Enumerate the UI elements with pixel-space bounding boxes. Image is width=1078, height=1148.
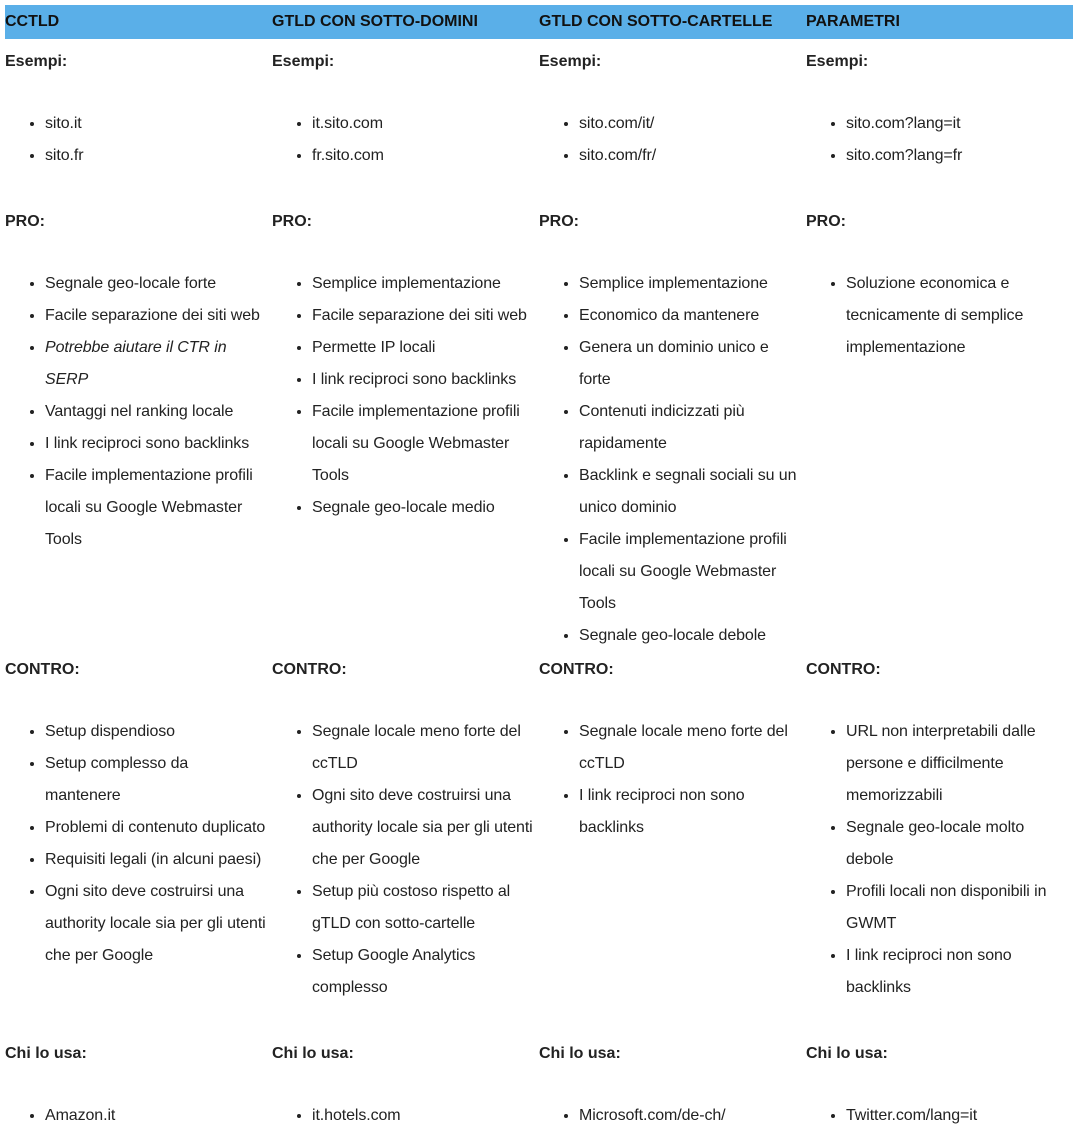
list-item: • Soluzione economica e tecnicamente di semplice implementazione [846,268,1069,364]
header-gtld-subdomains: GTLD CON SOTTO-DOMINI [272,13,478,30]
section-label: Chi lo usa: [539,1045,621,1062]
bullet-list [806,716,1069,1004]
section-label: Chi lo usa: [272,1045,354,1062]
list-item: • sito.com/fr/ [579,140,802,172]
list-item: • Contenuti indicizzati più rapidamente [579,396,802,460]
list-item: • Semplice implementazione [312,268,535,300]
bullet-list [5,716,268,972]
bullet-list [272,268,535,524]
list-item: • URL non interpretabili dalle persone e difficilmente memorizzabili [846,716,1069,812]
cell-parameters-chi [806,1044,1073,1132]
list-item: • Facile separazione dei siti web [312,300,535,332]
header-gtld-subfolders: GTLD CON SOTTO-CARTELLE [539,13,773,30]
list-item: • Requisiti legali (in alcuni paesi) [45,844,268,876]
section-label: CONTRO: [539,661,614,678]
list-item: • Ogni sito deve costruirsi una authority locale sia per gli utenti che per Google [45,876,268,972]
section-label: CONTRO: [272,661,347,678]
section-row-contro [5,660,1073,1004]
list-item: • Vantaggi nel ranking locale [45,396,268,428]
section-row-pro [5,212,1073,652]
list-item: • Permette IP locali [312,332,535,364]
cell-cctld-chi [5,1044,272,1132]
bullet-list [539,108,802,172]
bullet-list [5,108,268,172]
cell-parameters-esempi [806,52,1073,172]
bullet-list [272,1100,535,1132]
section-label: Esempi: [272,53,335,70]
bullet-list [539,268,802,652]
list-item: • I link reciproci sono backlinks [312,364,535,396]
section-row-chi [5,1044,1073,1132]
cell-cctld-pro [5,212,272,652]
cell-parameters-contro [806,660,1073,1004]
list-item: • Segnale locale meno forte del ccTLD [312,716,535,780]
list-item: • Potrebbe aiutare il CTR in SERP [45,332,268,396]
list-item: • Facile separazione dei siti web [45,300,268,332]
bullet-list [806,268,1069,364]
bullet-list [5,268,268,556]
list-item: • Setup complesso da mantenere [45,748,268,812]
cell-gtld-subdomains-pro [272,212,539,652]
section-label: CONTRO: [806,661,881,678]
list-item: • Profili locali non disponibili in GWMT [846,876,1069,940]
list-item: • Genera un dominio unico e forte [579,332,802,396]
list-item: • sito.com?lang=it [846,108,1069,140]
list-item: • Economico da mantenere [579,300,802,332]
section-label: PRO: [272,213,312,230]
list-item: • Backlink e segnali sociali su un unico dominio [579,460,802,524]
cell-gtld-subfolders-contro [539,660,806,1004]
section-label: Esempi: [539,53,602,70]
bullet-list [272,108,535,172]
list-item: • it.hotels.com [312,1100,535,1132]
bullet-list [272,716,535,1004]
bullet-list [539,1100,802,1132]
list-item: • sito.com/it/ [579,108,802,140]
comparison-table [5,5,1073,39]
bullet-list [806,108,1069,172]
bullet-list [806,1100,1069,1132]
cell-gtld-subfolders-esempi [539,52,806,172]
list-item: • Facile implementazione profili locali su Google Webmaster Tools [312,396,535,492]
list-item: • sito.com?lang=fr [846,140,1069,172]
list-item: • Facile implementazione profili locali su Google Webmaster Tools [579,524,802,620]
table-header-row [5,5,1073,39]
cell-gtld-subdomains-esempi [272,52,539,172]
list-item: • I link reciproci sono backlinks [45,428,268,460]
cell-gtld-subdomains-contro [272,660,539,1004]
list-item: • I link reciproci non sono backlinks [579,780,802,844]
list-item: • Segnale geo-locale debole [579,620,802,652]
section-label: PRO: [5,213,45,230]
list-item: • Ogni sito deve costruirsi una authority locale sia per gli utenti che per Google [312,780,535,876]
list-item: • Microsoft.com/de-ch/ [579,1100,802,1132]
list-item: • Twitter.com/lang=it [846,1100,1069,1132]
list-item: • Facile implementazione profili locali su Google Webmaster Tools [45,460,268,556]
list-item: • Segnale geo-locale molto debole [846,812,1069,876]
bullet-list [5,1100,268,1132]
list-item: • Setup dispendioso [45,716,268,748]
section-label: Esempi: [806,53,869,70]
section-label: CONTRO: [5,661,80,678]
list-item: • fr.sito.com [312,140,535,172]
list-item: • Segnale geo-locale forte [45,268,268,300]
list-item: • Segnale geo-locale medio [312,492,535,524]
bullet-list [539,716,802,844]
section-label: Esempi: [5,53,68,70]
list-item: • Segnale locale meno forte del ccTLD [579,716,802,780]
cell-gtld-subfolders-pro [539,212,806,652]
cell-gtld-subfolders-chi [539,1044,806,1132]
section-label: Chi lo usa: [806,1045,888,1062]
list-item: • Setup più costoso rispetto al gTLD con sotto-cartelle [312,876,535,940]
list-item: • sito.it [45,108,268,140]
list-item: • Semplice implementazione [579,268,802,300]
cell-cctld-esempi [5,52,272,172]
cell-parameters-pro [806,212,1073,652]
list-item: • Problemi di contenuto duplicato [45,812,268,844]
list-item: • Amazon.it [45,1100,268,1132]
header-parameters: PARAMETRI [806,13,900,30]
section-label: PRO: [539,213,579,230]
list-item: • it.sito.com [312,108,535,140]
section-label: Chi lo usa: [5,1045,87,1062]
section-row-esempi [5,52,1073,172]
header-cctld: CCTLD [5,13,60,30]
list-item: • Setup Google Analytics complesso [312,940,535,1004]
list-item: • I link reciproci non sono backlinks [846,940,1069,1004]
list-item: • sito.fr [45,140,268,172]
cell-gtld-subdomains-chi [272,1044,539,1132]
section-label: PRO: [806,213,846,230]
cell-cctld-contro [5,660,272,1004]
